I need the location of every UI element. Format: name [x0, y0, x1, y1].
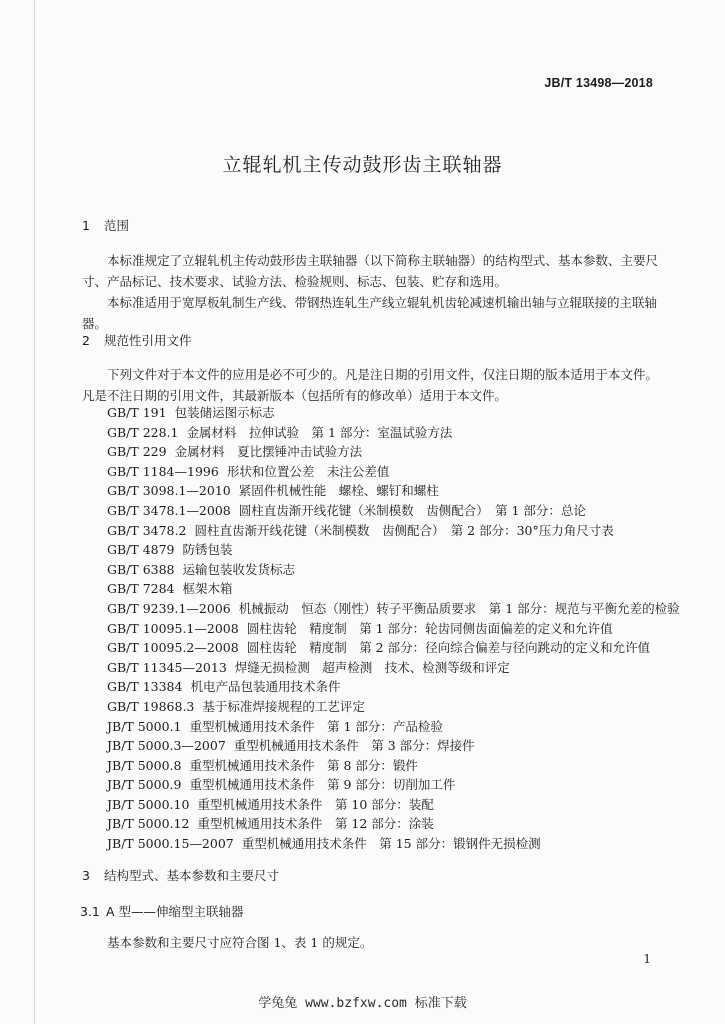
reference-item	[107, 481, 680, 501]
section-number: 1	[82, 218, 90, 233]
section-3-1-paragraph-1: 基本参数和主要尺寸应符合图 1、表 1 的规定。	[107, 935, 373, 950]
section-number: 3	[82, 868, 90, 883]
section-title: 结构型式、基本参数和主要尺寸	[104, 868, 280, 883]
reference-code: JB/T 5000.10	[107, 796, 190, 812]
reference-item	[107, 599, 680, 619]
reference-code: JB/T 5000.3—2007	[107, 738, 226, 754]
reference-code: JB/T 5000.1	[107, 718, 182, 734]
reference-item	[107, 795, 680, 815]
reference-code: JB/T 5000.8	[107, 757, 182, 773]
reference-title: 形状和位置公差 未注公差值	[226, 463, 390, 479]
reference-code: GB/T 10095.2—2008	[107, 640, 239, 656]
reference-title: 包装储运图示标志	[174, 405, 275, 420]
reference-title: 焊缝无损检测 超声检测 技术、检测等级和评定	[234, 659, 510, 675]
reference-code: GB/T 3478.2	[107, 522, 187, 538]
reference-item	[107, 736, 680, 756]
reference-title: 圆柱齿轮 精度制 第 2 部分：径向综合偏差与径向跳动的定义和允许值	[246, 640, 651, 656]
reference-item	[107, 677, 680, 697]
reference-code: JB/T 5000.15—2007	[107, 836, 234, 852]
reference-title: 重型机械通用技术条件 第 3 部分：焊接件	[233, 738, 475, 754]
reference-item	[107, 658, 680, 678]
section-1-paragraph-1: 本标准规定了立辊轧机主传动鼓形齿主联轴器（以下简称主联轴器）的结构型式、基本参数、主要尺寸、产品标记、技术要求、试验方法、检验规则、标志、包装、贮存和选用。	[82, 253, 658, 289]
page-number: 1	[643, 952, 651, 966]
reference-title: 金属材料 拉伸试验 第 1 部分：室温试验方法	[186, 424, 453, 440]
reference-code: GB/T 19868.3	[107, 698, 195, 714]
reference-code: GB/T 3478.1—2008	[107, 502, 231, 518]
reference-title: 圆柱齿轮 精度制 第 1 部分：轮齿同侧齿面偏差的定义和允许值	[246, 620, 613, 636]
document-title: 立辊轧机主传动鼓形齿主联轴器	[222, 154, 503, 176]
section-1-heading	[82, 216, 129, 234]
section-2-paragraph-1: 下列文件对于本文件的应用是必不可少的。凡是注日期的引用文件，仅注日期的版本适用于本文件。凡是不注日期的引用文件，其最新版本（包括所有的修改单）适用于本文件。	[82, 367, 658, 403]
reference-code: GB/T 1184—1996	[107, 463, 219, 479]
reference-code: JB/T 5000.9	[107, 777, 182, 793]
reference-title: 运输包装收发货标志	[182, 561, 296, 577]
normative-references-list	[107, 403, 680, 854]
reference-code: JB/T 5000.12	[107, 816, 190, 832]
reference-title: 框架木箱	[182, 581, 233, 597]
reference-code: GB/T 229	[107, 444, 167, 460]
section-3-1-heading	[80, 902, 244, 920]
reference-item	[107, 423, 680, 443]
section-title: 范围	[104, 218, 130, 233]
reference-title: 防锈包装	[182, 542, 233, 558]
reference-item	[107, 462, 680, 482]
reference-title: 重型机械通用技术条件 第 10 部分：装配	[197, 796, 434, 812]
reference-title: 机械振动 恒态（刚性）转子平衡品质要求 第 1 部分：规范与平衡允差的检验	[238, 600, 680, 616]
reference-code: GB/T 3098.1—2010	[107, 483, 231, 499]
reference-item	[107, 638, 680, 658]
reference-title: 重型机械通用技术条件 第 9 部分：切削加工件	[189, 777, 456, 793]
reference-title: 圆柱直齿渐开线花键（米制模数 齿侧配合） 第 1 部分：总论	[238, 502, 586, 518]
reference-item	[107, 540, 680, 560]
reference-item	[107, 619, 680, 639]
reference-item	[107, 834, 680, 854]
reference-item	[107, 697, 680, 717]
reference-code: GB/T 191	[107, 405, 167, 420]
section-title: A 型——伸缩型主联轴器	[106, 904, 244, 919]
reference-item	[107, 579, 680, 599]
reference-item	[107, 814, 680, 834]
reference-title: 金属材料 夏比摆锤冲击试验方法	[174, 444, 363, 460]
reference-code: GB/T 11345—2013	[107, 659, 227, 675]
reference-title: 重型机械通用技术条件 第 12 部分：涂装	[197, 816, 434, 832]
reference-code: GB/T 6388	[107, 561, 175, 577]
section-title: 规范性引用文件	[104, 333, 192, 348]
reference-title: 重型机械通用技术条件 第 15 部分：锻钢件无损检测	[241, 836, 541, 852]
reference-title: 机电产品包装通用技术条件	[190, 679, 341, 695]
reference-code: GB/T 7284	[107, 581, 175, 597]
reference-title: 圆柱直齿渐开线花键（米制模数 齿侧配合） 第 2 部分：30°压力角尺寸表	[194, 522, 614, 538]
reference-title: 基于标准焊接规程的工艺评定	[202, 698, 365, 714]
reference-item	[107, 756, 680, 776]
section-3-heading	[82, 866, 279, 884]
watermark-footer: 学兔兔 www.bzfxw.com 标准下载	[258, 996, 467, 1011]
section-2-heading	[82, 331, 192, 349]
reference-title: 紧固件机械性能 螺栓、螺钉和螺柱	[238, 483, 439, 499]
section-1-paragraph-2: 本标准适用于宽厚板轧制生产线、带钢热连轧生产线立辊轧机齿轮减速机输出轴与立辊联接的主联轴器。	[82, 295, 658, 331]
reference-item	[107, 560, 680, 580]
reference-code: GB/T 9239.1—2006	[107, 600, 231, 616]
reference-item	[107, 717, 680, 737]
reference-code: GB/T 4879	[107, 542, 175, 558]
reference-item	[107, 403, 680, 423]
section-number: 3.1	[80, 904, 100, 919]
reference-code: GB/T 13384	[107, 679, 183, 695]
reference-title: 重型机械通用技术条件 第 8 部分：锻件	[189, 757, 418, 773]
reference-title: 重型机械通用技术条件 第 1 部分：产品检验	[189, 718, 443, 734]
reference-code: GB/T 228.1	[107, 424, 179, 440]
reference-item	[107, 521, 680, 541]
reference-code: GB/T 10095.1—2008	[107, 620, 239, 636]
reference-item	[107, 501, 680, 521]
section-number: 2	[82, 333, 90, 348]
standard-code: JB/T 13498—2018	[544, 76, 653, 90]
reference-item	[107, 775, 680, 795]
reference-item	[107, 442, 680, 462]
